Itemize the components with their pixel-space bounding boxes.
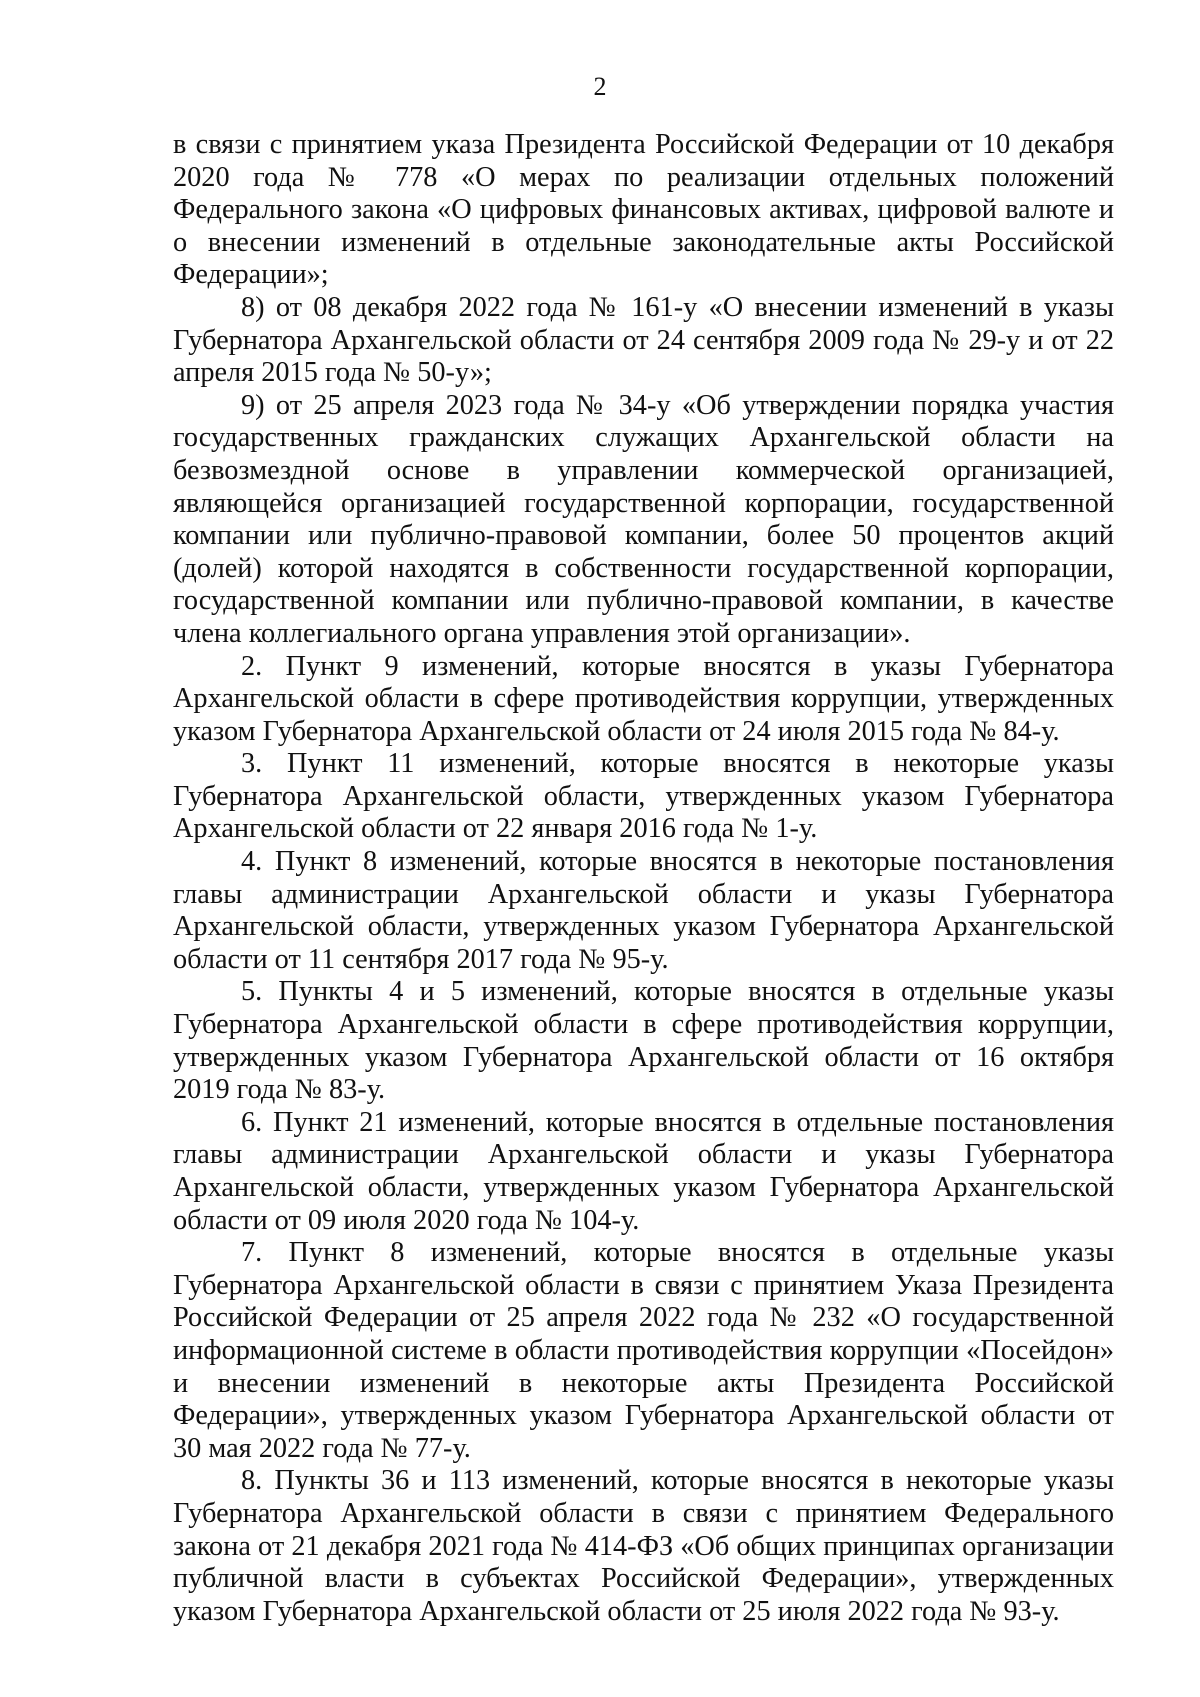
page-number: 2 bbox=[593, 72, 607, 101]
document-body bbox=[173, 129, 1114, 1628]
paragraph-section-5: 5. Пункты 4 и 5 изменений, которые вносятся в отдельные указы Губернатора Архангельской области в сфере противодействия коррупции, утвержденных указом Губернатора Архангельской области от 16 октября 2019 года № 83-у. bbox=[173, 976, 1114, 1106]
paragraph-continuation: в связи с принятием указа Президента Российской Федерации от 10 декабря 2020 года № 778 «О мерах по реализации отдельных положений Федерального закона «О цифровых финансовых активах, цифровой валюте и о внесении изменений в отдельные законодательные акты Российской Федерации»; bbox=[173, 129, 1114, 291]
paragraph-section-2: 2. Пункт 9 изменений, которые вносятся в указы Губернатора Архангельской области в сфере противодействия коррупции, утвержденных указом Губернатора Архангельской области от 24 июля 2015 года № 84-у. bbox=[173, 650, 1114, 747]
paragraph-section-3: 3. Пункт 11 изменений, которые вносятся в некоторые указы Губернатора Архангельской области, утвержденных указом Губернатора Архангельской области от 22 января 2016 года № 1-у. bbox=[173, 748, 1114, 845]
paragraph-list-item-9: 9) от 25 апреля 2023 года № 34-у «Об утверждении порядка участия государственных гражданских служащих Архангельской области на безвозмездной основе в управлении коммерческой организацией, являющейся организацией государственной корпорации, государственной компании или публично-правовой компании, более 50 процентов акций (долей) которой находятся в собственности государственной корпорации, государственной компании или публично-правовой компании, в качестве члена коллегиального органа управления этой организации». bbox=[173, 389, 1114, 649]
paragraph-section-4: 4. Пункт 8 изменений, которые вносятся в некоторые постановления главы администрации Архангельской области и указы Губернатора Архангельской области, утвержденных указом Губернатора Архангельской области от 11 сентября 2017 года № 95-у. bbox=[173, 846, 1114, 975]
paragraph-section-6: 6. Пункт 21 изменений, которые вносятся в отдельные постановления главы администрации Архангельской области и указы Губернатора Архангельской области, утвержденных указом Губернатора Архангельской области от 09 июля 2020 года № 104-у. bbox=[173, 1106, 1114, 1236]
paragraph-section-7: 7. Пункт 8 изменений, которые вносятся в отдельные указы Губернатора Архангельской области в связи с принятием Указа Президента Российской Федерации от 25 апреля 2022 года № 232 «О государственной информационной системе в области противодействия коррупции «Посейдон» и внесении изменений в некоторые акты Президента Российской Федерации», утвержденных указом Губернатора Архангельской области от 30 мая 2022 года № 77-у. bbox=[173, 1237, 1114, 1464]
paragraph-section-8: 8. Пункты 36 и 113 изменений, которые вносятся в некоторые указы Губернатора Архангельской области в связи с принятием Федерального закона от 21 декабря 2021 года № 414-ФЗ «Об общих принципах организации публичной власти в субъектах Российской Федерации», утвержденных указом Губернатора Архангельской области от 25 июля 2022 года № 93-у. bbox=[173, 1465, 1114, 1627]
paragraph-list-item-8: 8) от 08 декабря 2022 года № 161-у «О внесении изменений в указы Губернатора Архангельской области от 24 сентября 2009 года № 29-у и от 22 апреля 2015 года № 50-у»; bbox=[173, 291, 1114, 389]
